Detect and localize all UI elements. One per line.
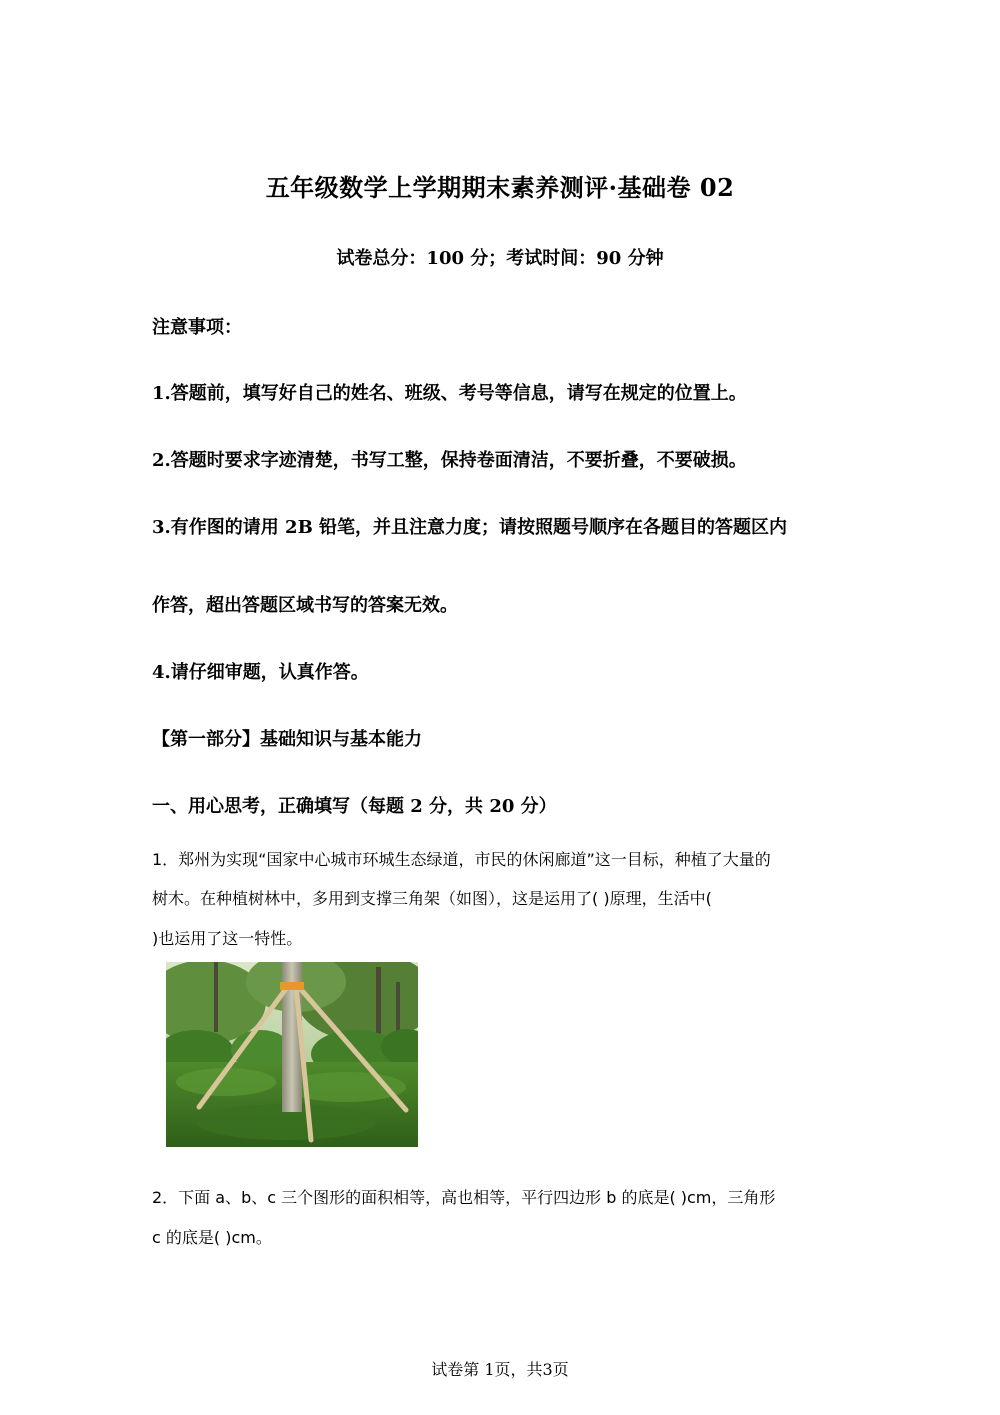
tripod-support-photo [166, 962, 418, 1147]
section1-heading: 一、用心思考，正确填写（每题 2 分，共 20 分） [152, 796, 557, 817]
part1-heading: 【第一部分】基础知识与基本能力 [152, 729, 422, 750]
page-footer: 试卷第 1页，共3页 [431, 1360, 569, 1379]
question-2-line-1: 2．下面 a、b、c 三个图形的面积相等，高也相等，平行四边形 b 的底是( )cm，三角形 [152, 1188, 776, 1207]
exam-subtitle: 试卷总分：100 分；考试时间：90 分钟 [336, 248, 664, 269]
question-1-line-3: )也运用了这一特性。 [152, 929, 303, 948]
note-item-1: 1.答题前，填写好自己的姓名、班级、考号等信息，请写在规定的位置上。 [152, 383, 747, 404]
note-item-4: 4.请仔细审题，认真作答。 [152, 662, 369, 683]
note-item-3-continued: 作答，超出答题区域书写的答案无效。 [152, 595, 458, 616]
question-1-line-1: 1．郑州为实现“国家中心城市环城生态绿道，市民的休闲廊道”这一目标，种植了大量的 [152, 850, 771, 869]
note-item-2: 2.答题时要求字迹清楚，书写工整，保持卷面清洁，不要折叠，不要破损。 [152, 450, 747, 471]
question-1-line-2: 树木。在种植树林中，多用到支撑三角架（如图），这是运用了( )原理，生活中( [152, 889, 712, 908]
note-item-3: 3.有作图的请用 2B 铅笔，并且注意力度；请按照题号顺序在各题目的答题区内 [152, 517, 788, 538]
exam-title: 五年级数学上学期期末素养测评·基础卷 02 [265, 173, 735, 202]
question-2-line-2: c 的底是( )cm。 [152, 1228, 272, 1247]
notes-heading: 注意事项： [152, 317, 242, 338]
